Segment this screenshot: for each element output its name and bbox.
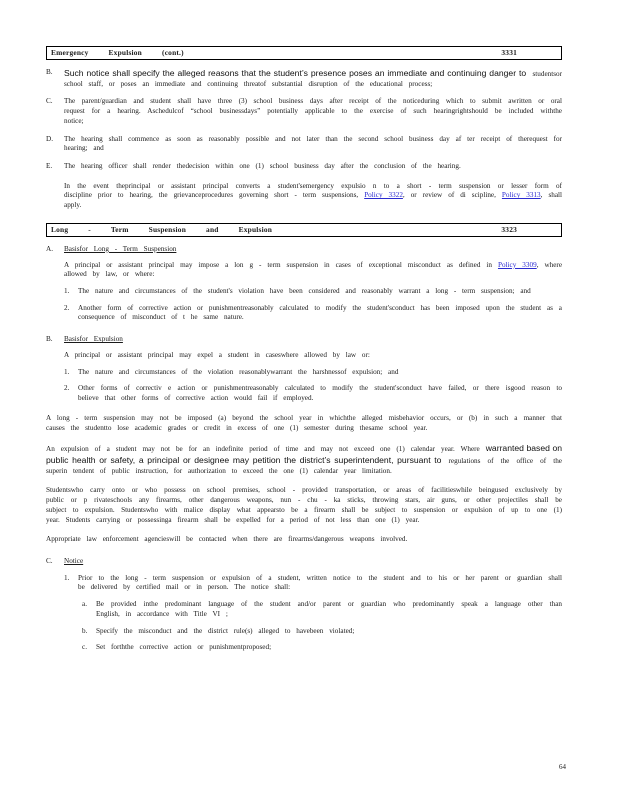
item-text: The nature and circumstances of the student's violation have been considered and reasonably warrant a long - term suspension; and (78, 287, 531, 296)
expulsion-text-post: regulations of the office of the superin tendent of public instruction, for authorization to exceed the one (1) calendar year limitation. (46, 456, 562, 475)
section-header-emergency-expulsion (46, 46, 562, 60)
item-label: 2. (64, 384, 70, 393)
students-paragraph: Studentswho carry onto or who possess on school premises, school - provided transportation, or areas of facilitieswhile beingused exclusively by public or p rivateschools any firearms, other dangerous weapons, nun - chu - ka sticks, throwing stars, air guns, or other projectiles shall be subject to expulsion. Studentswho with malice display what appearsto be a firearm shall be subject to suspension or expulsion of up to one (1) year. Students carrying or possessinga firearm shall be expelled for a period of not less than one (1) year. (46, 486, 562, 524)
section-header-long-term-suspension (46, 223, 562, 237)
item-label: a. (82, 600, 87, 609)
expulsion-text-pre: An expulsion of a student may not be for an indefinite period of time and may not exceed one (1) calendar year. Where (46, 445, 480, 454)
item-text: The nature and circumstances of the violation reasonablywarrant the harshnessof expulsion; and (78, 367, 399, 376)
item-label: D. (46, 134, 53, 143)
list-item (64, 287, 562, 297)
event-text-pre: In the event theprincipal or assistant principal converts a student'semergency expulsio n to a short - term suspension or lesser form of discipline prior to hearing, the grievanceprocedures governing short - term suspensions, (64, 181, 562, 200)
item-label: B. (46, 335, 53, 344)
part-b-intro: A principal or assistant principal may expel a student in caseswhere allowed by law or: (64, 350, 370, 359)
part-c-heading (46, 557, 562, 567)
long-term-paragraph: A long - term suspension may not be imposed (a) beyond the school year in whichthe alleged misbehavior occurs, or (b) in such a manner that causes the studentto lose academic grades or credit in excess of one (1) semester during thesame school year. (46, 413, 562, 432)
policy-3322-link[interactable]: Policy 3322 (364, 191, 403, 200)
list-item-c (46, 97, 562, 126)
item-text: Specify the misconduct and the district rule(s) alleged to havebeen violated; (96, 626, 355, 635)
list-item (64, 384, 562, 403)
item-c-text: The parent/guardian and student shall have three (3) school business days after receipt of the noticeduring which to submit awritten or oral request for a hearing. Aschedulcof “school businessdays” potentially applicable to the exercise of such hearingrightshould be included withthe notice; (64, 97, 562, 125)
item-d-text: The hearing shall commence as soon as reasonably possible and not later than the second school business day af ter receipt of therequest for hearing; and (64, 134, 562, 153)
part-b-heading (46, 335, 562, 345)
item-text: Another form of corrective action or punishmentreasonably calculated to modify the student'sconduct has been imposed upon the student as a consequence of misconduct of t he same nature. (78, 303, 562, 322)
section-title: Long - Term Suspension and Expulsion (51, 224, 273, 234)
event-text-mid: , or review of di scipline, (402, 191, 496, 200)
item-b-rest-text: studentsor school staff, or poses an immediate and continuing threatof substantial disruption of the educational process; (64, 69, 563, 88)
list-item (82, 627, 562, 637)
item-label: 2. (64, 303, 70, 312)
item-text: Other forms of correctiv e action or punishmentreasonably calculated to modify the student'sconduct have failed, or there isgood reason to believe that other forms of corrective action would fail if employed. (78, 384, 562, 403)
part-a-title: Basisfor Long - Term Suspension (64, 244, 177, 253)
item-label: b. (82, 626, 88, 635)
item-text: Be provided inthe predominant language of the student and/or parent or guardian who predominantly speak a language other than English, in accordance with Title VI ; (96, 600, 562, 618)
item-label: A. (46, 244, 53, 253)
expulsion-paragraph (46, 443, 562, 476)
list-item (82, 600, 562, 619)
part-a-intro-post: , where allowed by law, or where: (64, 260, 563, 279)
policy-code: 3323 (501, 224, 517, 234)
item-text: Set forththe corrective action or punishmentproposed; (96, 643, 272, 652)
item-label: B. (46, 67, 53, 76)
item-label: E. (46, 162, 53, 171)
item-label: C. (46, 556, 53, 565)
list-item-b (46, 68, 562, 89)
part-c-title: Notice (64, 556, 84, 565)
part-b-title: Basisfor Expulsion (64, 335, 123, 344)
item-label: C. (46, 97, 53, 106)
list-item (82, 643, 562, 653)
law-enforcement-paragraph: Appropriate law enforcement agencieswill be contacted when there are firearms/dangerous weapons involved. (46, 535, 408, 544)
document-page (46, 46, 562, 653)
policy-code: 3331 (501, 48, 517, 57)
part-a-heading (46, 245, 562, 255)
list-item (64, 304, 562, 323)
part-a-intro-pre: A principal or assistant principal may impose a lon g - term suspension in cases of exceptional misconduct as defined in (64, 260, 492, 269)
item-label: 1. (64, 367, 70, 376)
list-item-d (46, 135, 562, 154)
policy-3309-link[interactable]: Policy 3309 (497, 260, 537, 269)
list-item (64, 574, 562, 593)
event-text-post: , shall apply. (64, 191, 563, 210)
part-a-intro (64, 261, 562, 280)
list-item-e (46, 162, 562, 172)
item-label: 1. (64, 287, 70, 296)
list-item (64, 368, 562, 378)
policy-3313-link[interactable]: Policy 3313 (501, 191, 541, 200)
item-b-lead-text: Such notice shall specify the alleged reasons that the student’s presence poses an immediate and continuing danger to (64, 67, 527, 78)
item-label: 1. (64, 573, 70, 582)
section-title: Emergency Expulsion (cont.) (51, 48, 184, 57)
event-paragraph (64, 182, 562, 211)
page-number: 64 (559, 762, 566, 771)
item-e-text: The hearing officer shall render thedecision within one (1) school business day after the conclusion of the hearing. (64, 162, 461, 171)
item-label: c. (82, 643, 87, 652)
expulsion-text-big: warranted based on public health or safety, a principal or designee may petition the district’s superintendent, pursuant to (46, 443, 563, 465)
item-text: Prior to the long - term suspension or expulsion of a student, written notice to the student and to his or her parent or guardian shall be delivered by certified mail or in person. The notice shall: (78, 573, 562, 592)
